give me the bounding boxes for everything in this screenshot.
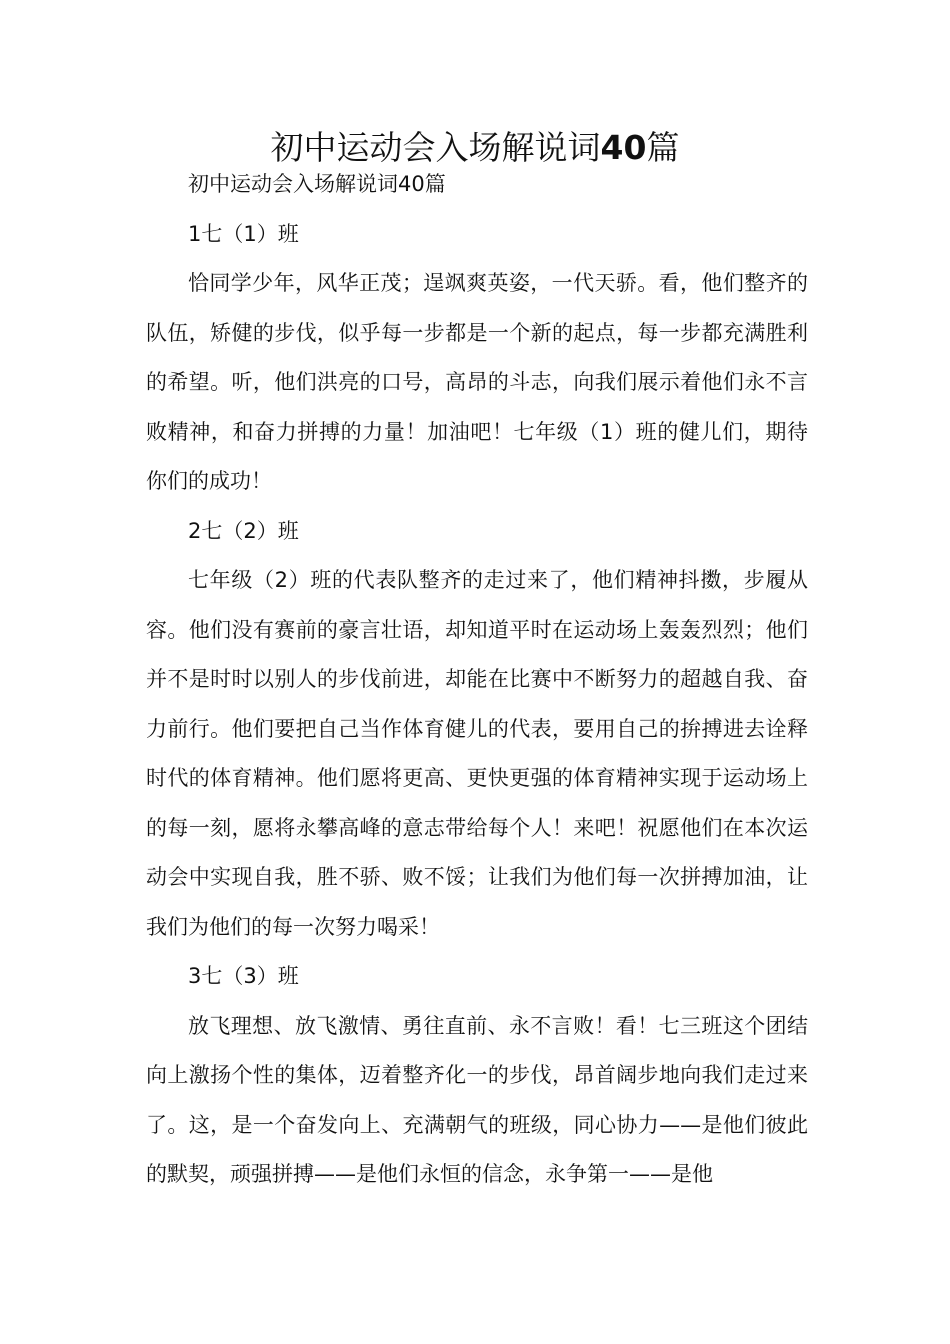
paragraph-class-1: 恰同学少年，风华正茂；逞飒爽英姿，一代天骄。看，他们整齐的队伍，矫健的步伐，似乎每一步都是一个新的起点，每一步都充满胜利的希望。听，他们洪亮的口号，高昂的斗志，向我们展示着他们永不言败精神，和奋力拼搏的力量！加油吧！七年级（1）班的健儿们，期待你们的成功！ [146, 271, 808, 493]
document-body [146, 160, 808, 1200]
document-title: 初中运动会入场解说词40篇 [270, 128, 680, 168]
paragraph-class-3: 放飞理想、放飞激情、勇往直前、永不言败！看！七三班这个团结向上激扬个性的集体，迈着整齐化一的步伐，昂首阔步地向我们走过来了。这，是一个奋发向上、充满朝气的班级，同心协力——是他们彼此的默契，顽强拼搏——是他们永恒的信念，永争第一——是他 [146, 1013, 808, 1186]
section-heading-class-1: 1七（1）班 [188, 221, 299, 246]
subtitle-paragraph: 初中运动会入场解说词40篇 [188, 172, 446, 196]
section-heading-class-2: 2七（2）班 [188, 518, 299, 543]
section-heading-class-3: 3七（3）班 [188, 964, 299, 988]
paragraph-class-2: 七年级（2）班的代表队整齐的走过来了，他们精神抖擞，步履从容。他们没有赛前的豪言壮语，却知道平时在运动场上轰轰烈烈；他们并不是时时以别人的步伐前进，却能在比赛中不断努力的超越自我、奋力前行。他们要把自己当作体育健儿的代表，要用自己的拚搏进去诠释时代的体育精神。他们愿将更高、更快更强的体育精神实现于运动场上的每一刻，愿将永攀高峰的意志带给每个人！来吧！祝愿他们在本次运动会中实现自我，胜不骄、败不馁；让我们为他们每一次拼搏加油，让我们为他们的每一次努力喝采！ [146, 568, 808, 939]
title-number: 40 [600, 128, 647, 168]
